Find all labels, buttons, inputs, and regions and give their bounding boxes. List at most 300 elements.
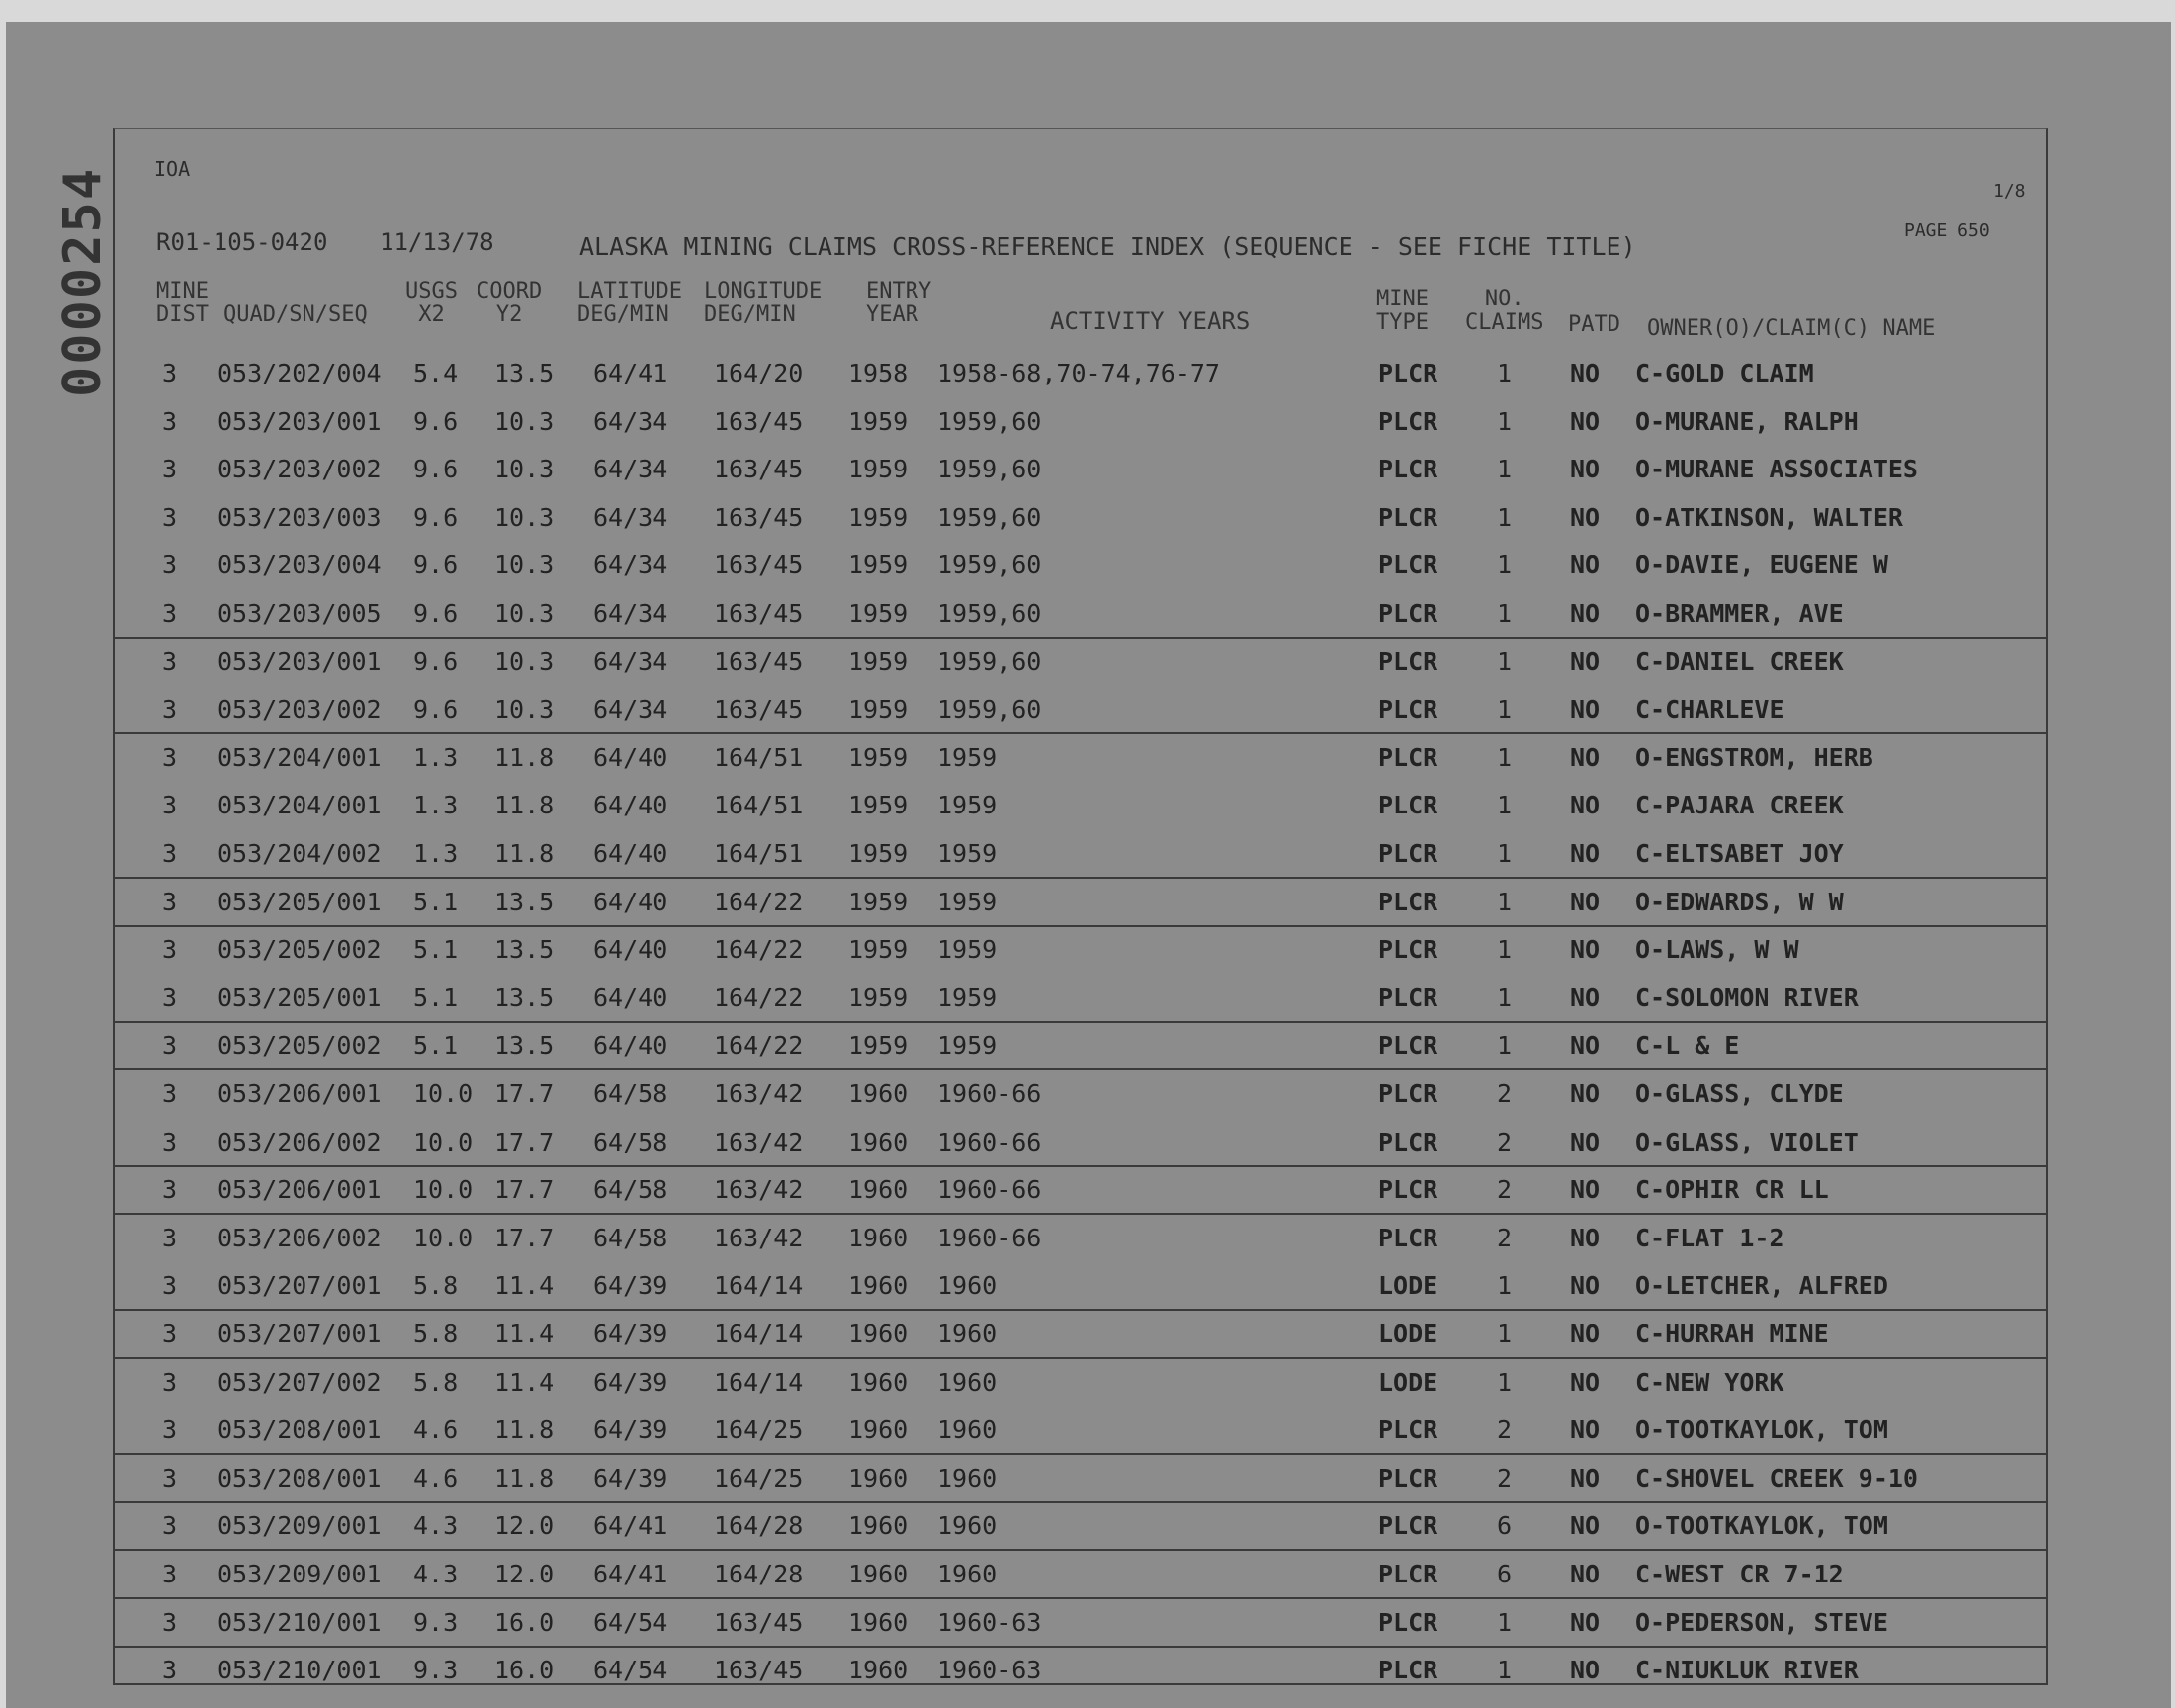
cell-owner-claim-name: C-L & E [1635,1031,1740,1061]
cell-mine-dist: 3 [162,1271,178,1301]
cell-latitude: 64/40 [593,887,668,916]
cell-patented: NO [1570,695,1601,725]
cell-longitude: 164/14 [714,1320,804,1348]
cell-mine-type: LODE [1378,1271,1438,1301]
cell-latitude: 64/58 [593,1079,668,1108]
cell-owner-claim-name: O-ENGSTROM, HERB [1635,742,1873,772]
cell-owner-claim-name: O-TOOTKAYLOK, TOM [1635,1511,1888,1541]
cell-activity-years: 1960 [937,1271,998,1301]
cell-coord-y2: 10.3 [494,646,555,676]
cell-latitude: 64/58 [593,1223,668,1252]
cell-usgs-x2: 5.4 [413,359,459,387]
table-row [115,829,2046,879]
cell-entry-year: 1960 [848,1463,909,1493]
cell-latitude: 64/34 [593,502,668,532]
cell-quad-sn-seq: 053/206/001 [218,1175,382,1205]
cell-patented: NO [1570,1320,1601,1348]
cell-patented: NO [1570,455,1601,484]
cell-mine-dist: 3 [162,1463,178,1493]
cell-coord-y2: 13.5 [494,359,555,387]
cell-owner-claim-name: O-ATKINSON, WALTER [1635,502,1903,532]
cell-coord-y2: 10.3 [494,406,555,436]
cell-no-claims: 1 [1497,599,1513,628]
cell-patented: NO [1570,551,1601,580]
cell-owner-claim-name: O-GLASS, VIOLET [1635,1127,1859,1156]
col-header-patd: PATD [1568,312,1620,337]
cell-mine-type: PLCR [1378,551,1438,580]
cell-coord-y2: 11.8 [494,742,555,772]
cell-entry-year: 1959 [848,839,909,868]
cell-longitude: 163/42 [714,1127,804,1156]
cell-mine-type: PLCR [1378,887,1438,916]
cell-entry-year: 1960 [848,1079,909,1108]
table-row [115,685,2046,734]
cell-activity-years: 1959 [937,742,998,772]
cell-mine-type: PLCR [1378,1175,1438,1205]
cell-mine-type: PLCR [1378,982,1438,1012]
cell-activity-years: 1959,60 [937,646,1042,676]
cell-no-claims: 1 [1497,359,1513,387]
cell-activity-years: 1960-63 [937,1607,1042,1637]
cell-activity-years: 1959 [937,935,998,965]
cell-activity-years: 1960-66 [937,1175,1042,1205]
table-row [115,1646,2046,1693]
cell-entry-year: 1959 [848,742,909,772]
cell-usgs-x2: 5.1 [413,982,459,1012]
table-row [115,1598,2046,1648]
cell-quad-sn-seq: 053/203/001 [218,406,382,436]
cell-coord-y2: 13.5 [494,935,555,965]
cell-quad-sn-seq: 053/203/005 [218,599,382,628]
cell-mine-dist: 3 [162,1320,178,1348]
cell-coord-y2: 13.5 [494,887,555,916]
cell-entry-year: 1959 [848,551,909,580]
cell-longitude: 163/45 [714,502,804,532]
corner-label: IOA [154,157,191,181]
cell-owner-claim-name: C-OPHIR CR LL [1635,1175,1829,1205]
cell-longitude: 164/22 [714,982,804,1012]
cell-entry-year: 1959 [848,646,909,676]
cell-owner-claim-name: C-WEST CR 7-12 [1635,1560,1844,1588]
table-row [115,1021,2046,1070]
cell-owner-claim-name: O-MURANE, RALPH [1635,406,1859,436]
cell-no-claims: 2 [1497,1175,1513,1205]
cell-mine-dist: 3 [162,791,178,820]
report-date: 11/13/78 [380,228,494,256]
cell-mine-dist: 3 [162,742,178,772]
cell-entry-year: 1959 [848,982,909,1012]
table-row [115,349,2046,396]
cell-no-claims: 1 [1497,502,1513,532]
cell-latitude: 64/41 [593,359,668,387]
cell-activity-years: 1960-66 [937,1079,1042,1108]
cell-quad-sn-seq: 053/210/001 [218,1607,382,1637]
cell-longitude: 163/45 [714,599,804,628]
cell-no-claims: 1 [1497,1320,1513,1348]
cell-entry-year: 1960 [848,1175,909,1205]
table-row [115,1550,2046,1599]
cell-longitude: 164/25 [714,1415,804,1445]
cell-usgs-x2: 5.8 [413,1271,459,1301]
cell-coord-y2: 10.3 [494,455,555,484]
cell-activity-years: 1959,60 [937,599,1042,628]
cell-mine-dist: 3 [162,502,178,532]
col-header-longitude: LONGITUDE DEG/MIN [704,279,823,327]
cell-quad-sn-seq: 053/202/004 [218,359,382,387]
cell-usgs-x2: 9.3 [413,1656,459,1685]
cell-owner-claim-name: O-PEDERSON, STEVE [1635,1607,1888,1637]
col-header-usgs: USGS X2 [405,279,458,327]
cell-quad-sn-seq: 053/207/001 [218,1271,382,1301]
cell-no-claims: 1 [1497,646,1513,676]
cell-coord-y2: 17.7 [494,1079,555,1108]
report-frame [113,128,2048,1685]
cell-quad-sn-seq: 053/205/002 [218,935,382,965]
cell-usgs-x2: 5.1 [413,935,459,965]
cell-mine-dist: 3 [162,695,178,725]
cell-patented: NO [1570,1127,1601,1156]
table-row [115,1454,2046,1503]
cell-quad-sn-seq: 053/208/001 [218,1463,382,1493]
cell-mine-type: PLCR [1378,935,1438,965]
cell-quad-sn-seq: 053/203/002 [218,455,382,484]
cell-longitude: 164/14 [714,1271,804,1301]
cell-longitude: 163/45 [714,455,804,484]
cell-latitude: 64/40 [593,1031,668,1061]
cell-activity-years: 1959,60 [937,502,1042,532]
cell-usgs-x2: 9.6 [413,406,459,436]
cell-entry-year: 1960 [848,1511,909,1541]
cell-no-claims: 1 [1497,791,1513,820]
cell-quad-sn-seq: 053/204/001 [218,742,382,772]
cell-longitude: 164/51 [714,791,804,820]
cell-mine-dist: 3 [162,1223,178,1252]
cell-coord-y2: 16.0 [494,1656,555,1685]
col-header-mine-dist: MINE DIST [156,279,209,327]
cell-no-claims: 1 [1497,695,1513,725]
cell-patented: NO [1570,982,1601,1012]
cell-usgs-x2: 4.6 [413,1415,459,1445]
cell-mine-type: PLCR [1378,1031,1438,1061]
col-header-mine-type: MINE TYPE [1376,287,1429,335]
cell-entry-year: 1959 [848,599,909,628]
cell-coord-y2: 17.7 [494,1175,555,1205]
cell-no-claims: 1 [1497,1656,1513,1685]
cell-coord-y2: 11.8 [494,839,555,868]
cell-mine-type: PLCR [1378,599,1438,628]
cell-patented: NO [1570,1511,1601,1541]
cell-mine-type: PLCR [1378,1656,1438,1685]
cell-patented: NO [1570,1271,1601,1301]
cell-activity-years: 1959 [937,791,998,820]
cell-latitude: 64/39 [593,1367,668,1397]
cell-mine-type: PLCR [1378,1511,1438,1541]
cell-mine-dist: 3 [162,1031,178,1061]
cell-activity-years: 1959,60 [937,695,1042,725]
cell-quad-sn-seq: 053/205/001 [218,982,382,1012]
table-row [115,781,2046,828]
cell-latitude: 64/41 [593,1511,668,1541]
cell-entry-year: 1960 [848,1223,909,1252]
cell-latitude: 64/58 [593,1175,668,1205]
cell-latitude: 64/40 [593,742,668,772]
cell-patented: NO [1570,1415,1601,1445]
table-row [115,1118,2046,1167]
cell-mine-dist: 3 [162,1607,178,1637]
cell-quad-sn-seq: 053/205/002 [218,1031,382,1061]
cell-longitude: 164/14 [714,1367,804,1397]
cell-coord-y2: 13.5 [494,982,555,1012]
cell-usgs-x2: 9.3 [413,1607,459,1637]
cell-mine-dist: 3 [162,839,178,868]
cell-activity-years: 1959,60 [937,551,1042,580]
cell-mine-dist: 3 [162,646,178,676]
cell-entry-year: 1959 [848,406,909,436]
cell-usgs-x2: 9.6 [413,455,459,484]
cell-mine-dist: 3 [162,935,178,965]
cell-mine-dist: 3 [162,359,178,387]
cell-latitude: 64/39 [593,1271,668,1301]
cell-owner-claim-name: C-NIUKLUK RIVER [1635,1656,1859,1685]
cell-patented: NO [1570,1560,1601,1588]
cell-mine-type: PLCR [1378,742,1438,772]
cell-entry-year: 1959 [848,791,909,820]
cell-no-claims: 2 [1497,1127,1513,1156]
cell-longitude: 164/22 [714,1031,804,1061]
cell-quad-sn-seq: 053/204/001 [218,791,382,820]
cell-quad-sn-seq: 053/203/002 [218,695,382,725]
cell-quad-sn-seq: 053/209/001 [218,1511,382,1541]
cell-mine-dist: 3 [162,1079,178,1108]
cell-activity-years: 1958-68,70-74,76-77 [937,359,1220,387]
cell-patented: NO [1570,742,1601,772]
cell-owner-claim-name: O-GLASS, CLYDE [1635,1079,1844,1108]
cell-no-claims: 2 [1497,1079,1513,1108]
table-row [115,1406,2046,1455]
cell-longitude: 164/22 [714,935,804,965]
side-frame-number: 0000254 [53,166,113,397]
cell-latitude: 64/54 [593,1656,668,1685]
col-header-activity-years: ACTIVITY YEARS [1050,307,1251,335]
cell-quad-sn-seq: 053/209/001 [218,1560,382,1588]
table-row [115,1358,2046,1406]
cell-patented: NO [1570,1607,1601,1637]
cell-longitude: 163/45 [714,406,804,436]
cell-longitude: 163/45 [714,1607,804,1637]
cell-no-claims: 2 [1497,1223,1513,1252]
cell-latitude: 64/39 [593,1320,668,1348]
cell-latitude: 64/34 [593,599,668,628]
cell-activity-years: 1960-63 [937,1656,1042,1685]
cell-longitude: 163/45 [714,646,804,676]
cell-entry-year: 1958 [848,359,909,387]
cell-patented: NO [1570,646,1601,676]
cell-activity-years: 1959 [937,839,998,868]
cell-no-claims: 1 [1497,1031,1513,1061]
cell-mine-type: PLCR [1378,1560,1438,1588]
cell-usgs-x2: 1.3 [413,742,459,772]
cell-patented: NO [1570,599,1601,628]
cell-entry-year: 1960 [848,1415,909,1445]
cell-latitude: 64/54 [593,1607,668,1637]
cell-mine-dist: 3 [162,1511,178,1541]
cell-owner-claim-name: O-LAWS, W W [1635,935,1799,965]
cell-entry-year: 1960 [848,1656,909,1685]
cell-no-claims: 1 [1497,1607,1513,1637]
cell-patented: NO [1570,1031,1601,1061]
cell-mine-type: PLCR [1378,502,1438,532]
cell-usgs-x2: 9.6 [413,502,459,532]
cell-activity-years: 1960 [937,1511,998,1541]
cell-usgs-x2: 4.3 [413,1511,459,1541]
table-row [115,1310,2046,1359]
cell-no-claims: 2 [1497,1415,1513,1445]
cell-latitude: 64/34 [593,646,668,676]
cell-usgs-x2: 10.0 [413,1127,474,1156]
cell-owner-claim-name: C-FLAT 1-2 [1635,1223,1784,1252]
cell-mine-type: PLCR [1378,791,1438,820]
table-row [115,1261,2046,1311]
cell-patented: NO [1570,1079,1601,1108]
table-row [115,1501,2046,1551]
cell-activity-years: 1960 [937,1560,998,1588]
cell-owner-claim-name: C-SHOVEL CREEK 9-10 [1635,1463,1918,1493]
cell-coord-y2: 11.4 [494,1320,555,1348]
microfiche-sheet [6,22,2171,1708]
cell-entry-year: 1960 [848,1367,909,1397]
cell-patented: NO [1570,502,1601,532]
cell-mine-dist: 3 [162,455,178,484]
cell-mine-type: PLCR [1378,1463,1438,1493]
table-row [115,589,2046,639]
cell-usgs-x2: 1.3 [413,839,459,868]
cell-entry-year: 1960 [848,1320,909,1348]
corner-number: 1/8 [1993,181,2026,202]
cell-usgs-x2: 5.1 [413,887,459,916]
cell-patented: NO [1570,1656,1601,1685]
cell-usgs-x2: 9.6 [413,599,459,628]
table-row [115,974,2046,1023]
cell-longitude: 163/45 [714,551,804,580]
cell-no-claims: 1 [1497,742,1513,772]
cell-coord-y2: 10.3 [494,695,555,725]
cell-patented: NO [1570,935,1601,965]
cell-mine-dist: 3 [162,551,178,580]
cell-longitude: 163/42 [714,1079,804,1108]
cell-mine-dist: 3 [162,1656,178,1685]
cell-mine-dist: 3 [162,1560,178,1588]
cell-mine-dist: 3 [162,1367,178,1397]
col-header-entry-year: ENTRY YEAR [866,279,932,327]
table-row [115,445,2046,492]
cell-mine-type: PLCR [1378,695,1438,725]
cell-patented: NO [1570,839,1601,868]
cell-no-claims: 1 [1497,935,1513,965]
cell-usgs-x2: 10.0 [413,1223,474,1252]
cell-latitude: 64/40 [593,839,668,868]
cell-latitude: 64/34 [593,406,668,436]
cell-latitude: 64/34 [593,455,668,484]
cell-activity-years: 1960 [937,1415,998,1445]
cell-usgs-x2: 9.6 [413,695,459,725]
cell-mine-dist: 3 [162,406,178,436]
cell-coord-y2: 11.8 [494,791,555,820]
cell-activity-years: 1960 [937,1320,998,1348]
cell-mine-type: LODE [1378,1367,1438,1397]
cell-longitude: 164/20 [714,359,804,387]
col-header-coord: COORD Y2 [477,279,543,327]
cell-coord-y2: 16.0 [494,1607,555,1637]
report-title: ALASKA MINING CLAIMS CROSS-REFERENCE INDEX (SEQUENCE - SEE FICHE TITLE) [579,232,1636,261]
cell-coord-y2: 10.3 [494,551,555,580]
cell-latitude: 64/58 [593,1127,668,1156]
cell-coord-y2: 17.7 [494,1127,555,1156]
cell-patented: NO [1570,887,1601,916]
cell-activity-years: 1960-66 [937,1127,1042,1156]
cell-entry-year: 1960 [848,1560,909,1588]
cell-no-claims: 1 [1497,839,1513,868]
cell-latitude: 64/34 [593,695,668,725]
cell-owner-claim-name: C-DANIEL CREEK [1635,646,1844,676]
cell-entry-year: 1960 [848,1607,909,1637]
cell-mine-dist: 3 [162,887,178,916]
cell-mine-dist: 3 [162,1175,178,1205]
cell-activity-years: 1959 [937,887,998,916]
cell-activity-years: 1960 [937,1367,998,1397]
cell-longitude: 163/42 [714,1223,804,1252]
cell-owner-claim-name: O-DAVIE, EUGENE W [1635,551,1888,580]
col-header-quad: QUAD/SN/SEQ [223,302,368,327]
cell-mine-dist: 3 [162,1415,178,1445]
cell-coord-y2: 11.8 [494,1415,555,1445]
cell-mine-type: LODE [1378,1320,1438,1348]
cell-usgs-x2: 5.8 [413,1367,459,1397]
table-row [115,541,2046,588]
cell-quad-sn-seq: 053/206/002 [218,1223,382,1252]
cell-usgs-x2: 4.3 [413,1560,459,1588]
cell-patented: NO [1570,359,1601,387]
cell-mine-type: PLCR [1378,1079,1438,1108]
cell-activity-years: 1959,60 [937,406,1042,436]
cell-usgs-x2: 9.6 [413,646,459,676]
table-row [115,638,2046,685]
cell-quad-sn-seq: 053/206/002 [218,1127,382,1156]
cell-coord-y2: 11.4 [494,1367,555,1397]
cell-no-claims: 6 [1497,1560,1513,1588]
cell-activity-years: 1960-66 [937,1223,1042,1252]
cell-mine-type: PLCR [1378,1607,1438,1637]
cell-mine-type: PLCR [1378,1415,1438,1445]
report-id: R01-105-0420 [156,228,328,256]
cell-owner-claim-name: C-CHARLEVE [1635,695,1784,725]
table-row [115,925,2046,973]
cell-mine-dist: 3 [162,599,178,628]
col-header-latitude: LATITUDE DEG/MIN [577,279,682,327]
cell-owner-claim-name: C-GOLD CLAIM [1635,359,1814,387]
table-row [115,733,2046,781]
cell-coord-y2: 12.0 [494,1560,555,1588]
cell-no-claims: 1 [1497,887,1513,916]
cell-owner-claim-name: O-LETCHER, ALFRED [1635,1271,1888,1301]
cell-quad-sn-seq: 053/203/004 [218,551,382,580]
cell-longitude: 163/45 [714,695,804,725]
cell-owner-claim-name: C-SOLOMON RIVER [1635,982,1859,1012]
col-header-owner: OWNER(O)/CLAIM(C) NAME [1647,316,1936,341]
cell-coord-y2: 12.0 [494,1511,555,1541]
cell-longitude: 164/28 [714,1560,804,1588]
cell-longitude: 163/42 [714,1175,804,1205]
cell-entry-year: 1959 [848,887,909,916]
